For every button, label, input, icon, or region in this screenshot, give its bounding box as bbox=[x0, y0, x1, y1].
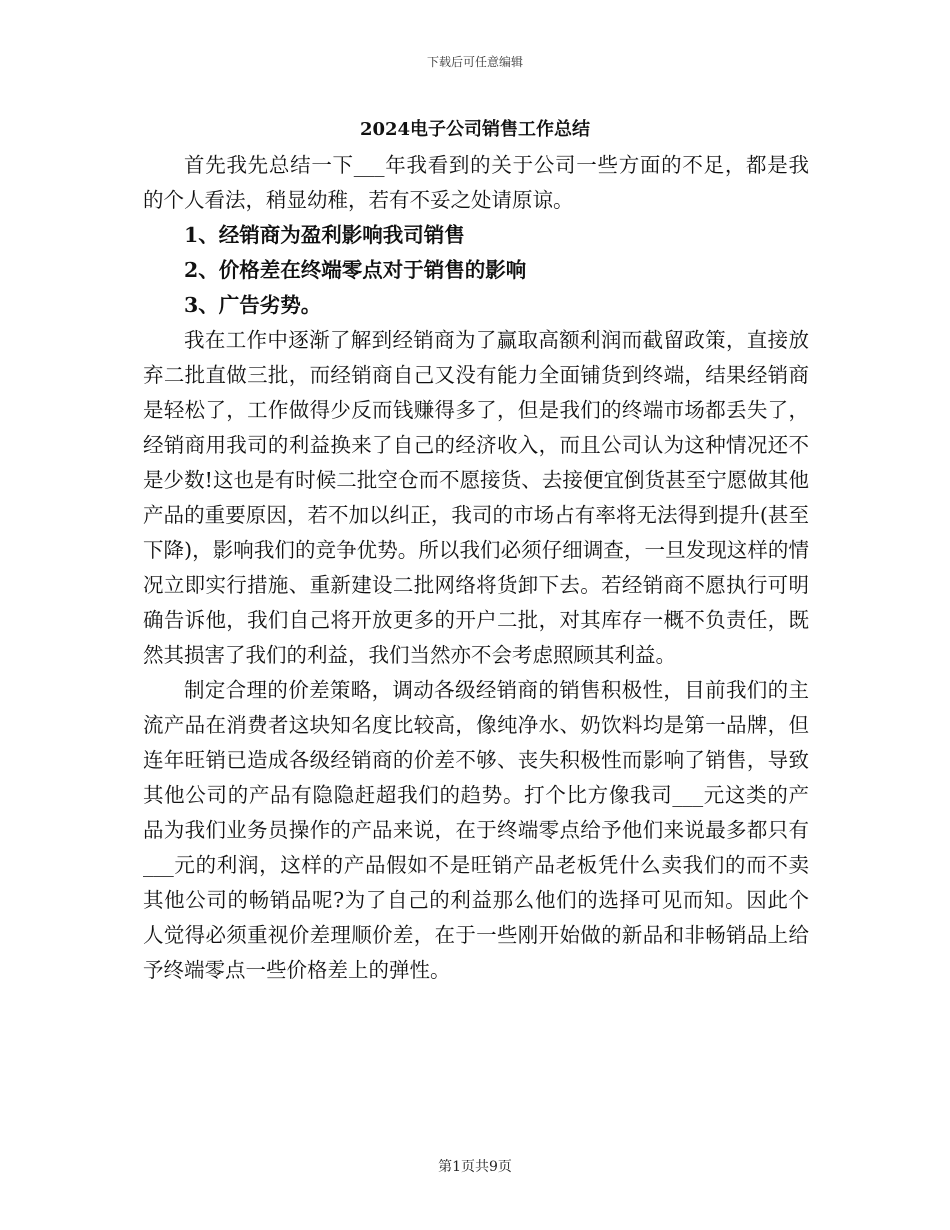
page-footer: 第1页共9页 bbox=[438, 1159, 512, 1175]
document-title: 2024电子公司销售工作总结 bbox=[359, 119, 591, 140]
document-body bbox=[143, 148, 809, 988]
list-item: 3、广告劣势。 bbox=[184, 293, 322, 317]
list-item: 2、价格差在终端零点对于销售的影响 bbox=[184, 258, 527, 282]
body-paragraph-2: 制定合理的价差策略，调动各级经销商的销售积极性，目前我们的主流产品在消费者这块知名度比较高，像纯净水、奶饮料均是第一品牌，但连年旺销已造成各级经销商的价差不够、丧失积极性而影响了销售，导致其他公司的产品有隐隐赶超我们的趋势。打个比方像我司___元这类的产品为我们业务员操作的产品来说，在于终端零点给予他们来说最多都只有___元的利润，这样的产品假如不是旺销产品老板凭什么卖我们的而不卖其他公司的畅销品呢?为了自己的利益那么他们的选择可见而知。因此个人觉得必须重视价差理顺价差，在于一些刚开始做的新品和非畅销品上给予终端零点一些价格差上的弹性。 bbox=[143, 678, 809, 982]
body-paragraph-1: 我在工作中逐渐了解到经销商为了赢取高额利润而截留政策，直接放弃二批直做三批，而经销商自己又没有能力全面铺货到终端，结果经销商是轻松了，工作做得少反而钱赚得多了，但是我们的终端市场都丢失了，经销商用我司的利益换来了自己的经济收入，而且公司认为这种情况还不是少数!这也是有时候二批空仓而不愿接货、去接便宜倒货甚至宁愿做其他产品的重要原因，若不加以纠正，我司的市场占有率将无法得到提升(甚至下降)，影响我们的竞争优势。所以我们必须仔细调查，一旦发现这样的情况立即实行措施、重新建设二批网络将货卸下去。若经销商不愿执行可明确告诉他，我们自己将开放更多的开户二批，对其库存一概不负责任，既然其损害了我们的利益，我们当然亦不会考虑照顾其利益。 bbox=[143, 328, 809, 667]
list-item: 1、经销商为盈利影响我司销售 bbox=[184, 223, 465, 247]
intro-paragraph: 首先我先总结一下___年我看到的关于公司一些方面的不足，都是我的个人看法，稍显幼稚，若有不妥之处请原谅。 bbox=[143, 153, 809, 212]
page-header: 下载后可任意编辑 bbox=[426, 55, 523, 69]
